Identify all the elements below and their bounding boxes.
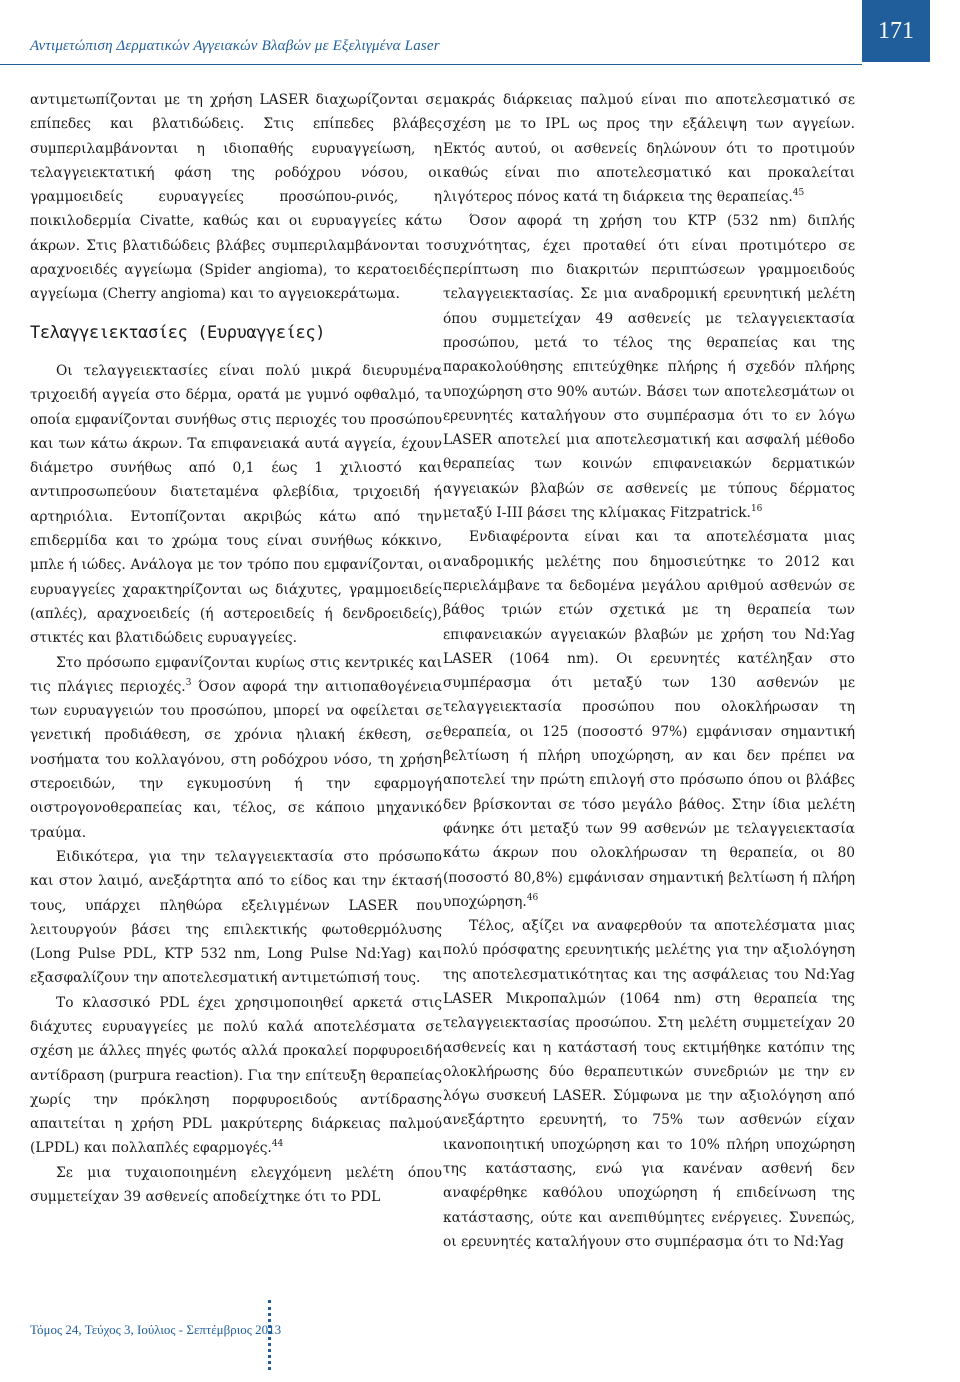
citation: 46 (526, 892, 539, 903)
paragraph: αντιμετωπίζονται με τη χρήση LASER διαχωρίζονται σε επίπεδες και βλατιδώδεις. Στις επίπεδες βλάβες συμπεριλαμβάνονται η ιδιοπαθής ευρυαγγείωση, η τελαγγειεκτατική φάση της ροδόχρου νόσου, οι γραμμοειδείς ευρυαγγείες προσώπου-ρινός, η ποικιλοδερμία Civatte, καθώς και οι ευρυαγγείες κάτω άκρων. Στις βλατιδώδεις βλάβες συμπεριλαμβάνονται το αραχνοειδές αγγείωμα (Spider angioma), το κερατοειδές αγγείωμα (Cherry angioma) και το αγγειοκεράτωμα. (30, 92, 442, 303)
citation: 45 (792, 188, 805, 199)
paragraph (443, 209, 855, 525)
paragraph: Σε μια τυχαιοποιημένη ελεγχόμενη μελέτη όπου συμμετείχαν 39 ασθενείς αποδείχτηκε ότι το PDL (30, 1164, 442, 1206)
paragraph-text: Όσον αφορά τη χρήση του KTP (532 nm) διπλής συχνότητας, έχει προταθεί ότι είναι προτιμότερο σε περίπτωση πιο διακριτών περιπτώσεων γραμμοειδούς τελαγγειεκτασίας. Σε μια αναδρομική ερευνητική μελέτη όπου συμμετείχαν 49 ασθενείς με τελαγγειεκτασία προσώπου, μετά το τέλος της θεραπείας και της παρακολούθησης επιτεύχθηκε πλήρης ή σχεδόν πλήρης υποχώρηση στο 90% αυτών. Βάσει των αποτελεσμάτων οι ερευνητές καταλήγουν στο συμπέρασμα ότι το εν λόγω LASER αποτελεί μια αποτελεσματική και ασφαλή μέθοδο θεραπείας των κοινών επιφανειακών δερματικών αγγειακών βλαβών σε ασθενείς με τύπους δέρματος μεταξύ I-III βάσει της κλίμακας Fitzpatrick. (443, 213, 855, 522)
page-number: 171 (862, 0, 930, 62)
section-heading: Τελαγγειεκτασίες (Ευρυαγγείες) (30, 322, 326, 343)
paragraph: Τέλος, αξίζει να αναφερθούν τα αποτελέσματα μιας πολύ πρόσφατης ερευνητικής μελέτης για την αξιολόγηση της αποτελεσματικότητας και της ασφάλειας του Nd:Yag LASER Μικροπαλμών (1064 nm) στη θεραπεία της τελαγγειεκτασίας προσώπου. Στη μελέτη συμμετείχαν 20 ασθενείς και η κατάστασή τους εκτιμήθηκε κατόπιν της ολοκλήρωσης δύο θεραπευτικών συνεδριών με την εν λόγω συσκευή LASER. Σύμφωνα με την αξιολόγηση από ανεξάρτητο ερευνητή, το 75% των ασθενών είχαν ικανοποιητική υποχώρηση και το 10% πλήρη υποχώρηση της κατάστασης, ενώ για κανέναν ασθενή δεν αναφέρθηκε καθόλου υποχώρηση ή επιδείνωση της κατάστασης, ούτε και ανεπιθύμητες ενέργειες. Συνεπώς, οι ερευνητές καταλήγουν στο συμπέρασμα ότι το Nd:Yag (443, 918, 855, 1250)
paragraph (443, 88, 855, 209)
paragraph: Οι τελαγγειεκτασίες είναι πολύ μικρά διευρυμένα τριχοειδή αγγεία στο δέρμα, ορατά με γυμνό οφθαλμό, τα οποία εμφανίζονται συνήθως στις περιοχές του προσώπου και των κάτω άκρων. Τα επιφανειακά αυτά αγγεία, έχουν διάμετρο συνήθως από 0,1 έως 1 χιλιοστό και αντιπροσωπεύουν διατεταμένα φλεβίδια, τριχοειδή ή αρτηριόλια. Εντοπίζονται ακριβώς κάτω από την επιδερμίδα και το χρώμα τους είναι συνήθως κόκκινο, μπλε ή ιώδες. Ανάλογα με τον τρόπο που εμφανίζονται, οι ευρυαγγείες χαρακτηρίζονται ως διάχυτες, γραμμοειδείς (απλές), αραχνοειδείς (ή αστεροειδείς ή δενδροειδείς), στικτές και βλατιδώδεις ευρυαγγείες. (30, 362, 442, 647)
paragraph (30, 651, 442, 845)
paragraph-text: Στο πρόσωπο εμφανίζονται κυρίως στις κεντρικές και τις πλάγιες περιοχές. (30, 654, 442, 695)
left-column (30, 88, 442, 1209)
footer-divider (268, 1300, 271, 1370)
citation: 44 (271, 1139, 284, 1150)
header-rule (0, 64, 862, 65)
paragraph: Ειδικότερα, για την τελαγγειεκτασία στο πρόσωπο και στον λαιμό, ανεξάρτητα από το είδος και την έκτασή τους, υπάρχει πληθώρα εξελιγμένων LASER που λειτουργούν βάσει της επιλεκτικής φωτοθερμόλυσης (Long Pulse PDL, KTP 532 nm, Long Pulse Nd:Yag) και εξασφαλίζουν την αποτελεσματική αντιμετώπισή τους. (30, 848, 442, 987)
paragraph (30, 991, 442, 1161)
paragraph-text: Το κλασσικό PDL έχει χρησιμοποιηθεί αρκετά στις διάχυτες ευρυαγγείες με πολύ καλά αποτελέσματα σε σχέση με άλλες πηγές φωτός αλλά προκαλεί πορφυροειδή αντίδραση (purpura reaction). Για την επίτευξη θεραπείας χωρίς την πρόκληση πορφυροειδούς αντίδρασης απαιτείται η χρήση PDL μακρύτερης διάρκειας παλμού (LPDL) και πολλαπλές εφαρμογές. (30, 994, 442, 1157)
footer-issue: Τόμος 24, Τεύχος 3, Ιούλιος - Σεπτέμβριος 2013 (30, 1322, 282, 1337)
citation: 3 (185, 677, 192, 688)
paragraph (443, 525, 855, 914)
paragraph-text: Ενδιαφέροντα είναι και τα αποτελέσματα μιας αναδρομικής μελέτης που δημοσιεύτηκε το 2012 και περιελάμβανε τα δεδομένα μεγάλου αριθμού ασθενών σε βάθος τριών ετών σχετικά με τη θεραπεία των επιφανειακών αγγειακών βλαβών με χρήση του Nd:Yag LASER (1064 nm). Οι ερευνητές κατέληξαν στο συμπέρασμα ότι μεταξύ των 130 ασθενών με τελαγγειεκτασία προσώπου που ολοκλήρωσαν τη θεραπεία, οι 125 (ποσοστό 97%) εμφάνισαν σημαντική βελτίωση ή πλήρη υποχώρηση, αν και δεν πρέπει να αποτελεί την πρώτη επιλογή στο πρόσωπο όπου οι βλάβες δεν βρίσκονται σε τόσο μεγάλο βάθος. Στην ίδια μελέτη φάνηκε ότι μεταξύ των 99 ασθενών με τελαγγειεκτασία κάτω άκρων που ολοκλήρωσαν τη θεραπεία, οι 80 (ποσοστό 80,8%) εμφάνισαν σημαντική βελτίωση ή πλήρη υποχώρηση. (443, 529, 855, 910)
right-column (443, 88, 855, 1254)
paragraph-text: μακράς διάρκειας παλμού είναι πιο αποτελεσματικό σε σχέση με το IPL ως προς την εξάλειψη των αγγείων. Εκτός αυτού, οι ασθενείς δηλώνουν ότι το προτιμούν καθώς είναι πιο αποτελεσματικό και προκαλείται λιγότερος πόνος κατά τη διάρκεια της θεραπείας. (443, 92, 855, 206)
citation: 16 (750, 504, 763, 515)
paragraph-text: Όσον αφορά την αιτιοπαθογένεια των ευρυαγγειών του προσώπου, μπορεί να οφείλεται σε γενετική προδιάθεση, σε χρόνια ηλιακή έκθεση, σε νοσήματα του κολλαγόνου, στη ροδόχρου νόσο, τη χρήση στεροειδών, την εγκυμοσύνη ή την εφαρμογή οιστρογονοθεραπείας και, τέλος, σε κάποιο μηχανικό τραύμα. (30, 678, 442, 841)
running-title: Αντιμετώπιση Δερματικών Αγγειακών Βλαβών με Εξελιγμένα Laser (30, 38, 440, 54)
